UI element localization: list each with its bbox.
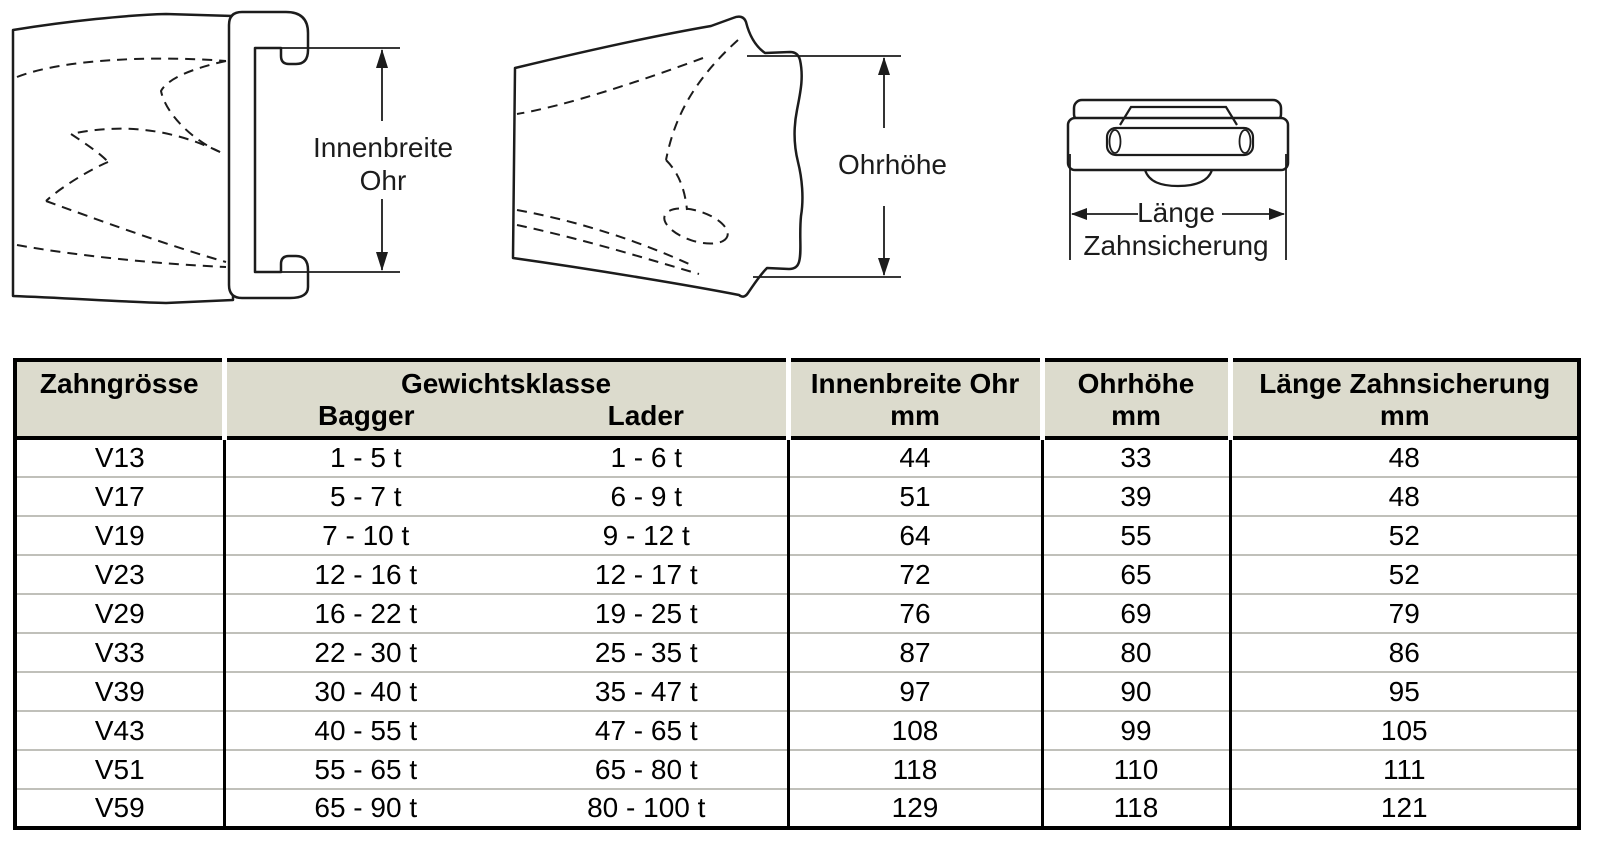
header-subrow: [227, 400, 786, 432]
table-row: [15, 516, 1579, 555]
retainer-outline: [1068, 100, 1288, 186]
cell-lader: 9 - 12 t: [506, 516, 788, 555]
laenge-zahnsicherung-dimension-label: [1056, 196, 1296, 262]
cell-ohrhoehe: 80: [1042, 633, 1230, 672]
table-row: [15, 672, 1579, 711]
header-lader: Lader: [607, 400, 684, 431]
diagrams-section: [0, 0, 1600, 358]
header-label: Länge Zahnsicherung: [1259, 368, 1551, 399]
table-row: [15, 633, 1579, 672]
cell-innenbreite: 64: [788, 516, 1042, 555]
cell-lader: 6 - 9 t: [506, 477, 788, 516]
cell-zahngroesse: V17: [15, 477, 224, 516]
cell-bagger: 1 - 5 t: [224, 438, 506, 477]
cell-innenbreite: 118: [788, 750, 1042, 789]
innenbreite-ohr-dimension-label: [298, 131, 468, 197]
cell-ohrhoehe: 65: [1042, 555, 1230, 594]
cell-ohrhoehe: 118: [1042, 789, 1230, 828]
cell-zahngroesse: V13: [15, 438, 224, 477]
cell-laenge: 52: [1230, 555, 1579, 594]
cell-bagger: 12 - 16 t: [224, 555, 506, 594]
cell-lader: 19 - 25 t: [506, 594, 788, 633]
cell-bagger: 65 - 90 t: [224, 789, 506, 828]
header-unit: mm: [1111, 400, 1161, 431]
table-row: [15, 594, 1579, 633]
cell-lader: 65 - 80 t: [506, 750, 788, 789]
tooth-side-outline: [513, 17, 802, 297]
cell-lader: 1 - 6 t: [506, 438, 788, 477]
cell-innenbreite: 72: [788, 555, 1042, 594]
spec-table: [13, 358, 1581, 830]
table-header: [15, 360, 1579, 438]
header-ohrhoehe: [1042, 360, 1230, 438]
header-label: Zahngrösse: [39, 368, 199, 399]
cell-laenge: 48: [1230, 477, 1579, 516]
header-label: Ohrhöhe: [1077, 368, 1195, 399]
cell-bagger: 16 - 22 t: [224, 594, 506, 633]
cell-zahngroesse: V23: [15, 555, 224, 594]
cell-ohrhoehe: 90: [1042, 672, 1230, 711]
dimension-label-line: Ohrhöhe: [838, 149, 947, 180]
cell-zahngroesse: V33: [15, 633, 224, 672]
cell-laenge: 86: [1230, 633, 1579, 672]
dimension-label-line: Zahnsicherung: [1083, 230, 1269, 261]
cell-laenge: 105: [1230, 711, 1579, 750]
header-unit: mm: [890, 400, 940, 431]
header-gewichtsklasse: [224, 360, 788, 438]
header-laenge-zahnsicherung: [1230, 360, 1579, 438]
cell-bagger: 40 - 55 t: [224, 711, 506, 750]
dimension-label-line: Ohr: [359, 165, 407, 196]
cell-laenge: 95: [1230, 672, 1579, 711]
cell-innenbreite: 129: [788, 789, 1042, 828]
header-row: [15, 360, 1579, 438]
cell-zahngroesse: V29: [15, 594, 224, 633]
cell-ohrhoehe: 33: [1042, 438, 1230, 477]
cell-ohrhoehe: 99: [1042, 711, 1230, 750]
table-row: [15, 555, 1579, 594]
cell-innenbreite: 76: [788, 594, 1042, 633]
table-row: [15, 789, 1579, 828]
cell-innenbreite: 51: [788, 477, 1042, 516]
cell-zahngroesse: V59: [15, 789, 224, 828]
cell-bagger: 22 - 30 t: [224, 633, 506, 672]
cell-lader: 25 - 35 t: [506, 633, 788, 672]
ear-bracket-outline: [229, 12, 308, 298]
cell-bagger: 30 - 40 t: [224, 672, 506, 711]
cell-innenbreite: 87: [788, 633, 1042, 672]
cell-laenge: 111: [1230, 750, 1579, 789]
table-row: [15, 477, 1579, 516]
cell-bagger: 55 - 65 t: [224, 750, 506, 789]
cell-lader: 47 - 65 t: [506, 711, 788, 750]
dimension-label-line: Innenbreite: [312, 132, 454, 163]
cell-lader: 80 - 100 t: [506, 789, 788, 828]
table-body: [15, 438, 1579, 828]
cell-zahngroesse: V39: [15, 672, 224, 711]
cell-innenbreite: 108: [788, 711, 1042, 750]
cell-laenge: 52: [1230, 516, 1579, 555]
table-row: [15, 750, 1579, 789]
cell-bagger: 5 - 7 t: [224, 477, 506, 516]
header-unit: mm: [1379, 400, 1430, 431]
cell-zahngroesse: V43: [15, 711, 224, 750]
cell-lader: 12 - 17 t: [506, 555, 788, 594]
cell-bagger: 7 - 10 t: [224, 516, 506, 555]
cell-ohrhoehe: 39: [1042, 477, 1230, 516]
table-row: [15, 711, 1579, 750]
header-label: Innenbreite Ohr: [810, 368, 1020, 399]
cell-ohrhoehe: 69: [1042, 594, 1230, 633]
cell-ohrhoehe: 55: [1042, 516, 1230, 555]
cell-innenbreite: 97: [788, 672, 1042, 711]
cell-zahngroesse: V51: [15, 750, 224, 789]
cell-lader: 35 - 47 t: [506, 672, 788, 711]
header-zahngroesse: [15, 360, 224, 438]
cell-ohrhoehe: 110: [1042, 750, 1230, 789]
cell-zahngroesse: V19: [15, 516, 224, 555]
header-bagger: Bagger: [318, 400, 415, 431]
cell-laenge: 48: [1230, 438, 1579, 477]
ohrhoehe-dimension-label: [815, 148, 970, 181]
header-label: Gewichtsklasse: [400, 368, 612, 399]
cell-laenge: 121: [1230, 789, 1579, 828]
table-row: [15, 438, 1579, 477]
cell-innenbreite: 44: [788, 438, 1042, 477]
dimension-label-line: Länge: [1137, 197, 1215, 228]
header-innenbreite-ohr: [788, 360, 1042, 438]
cell-laenge: 79: [1230, 594, 1579, 633]
